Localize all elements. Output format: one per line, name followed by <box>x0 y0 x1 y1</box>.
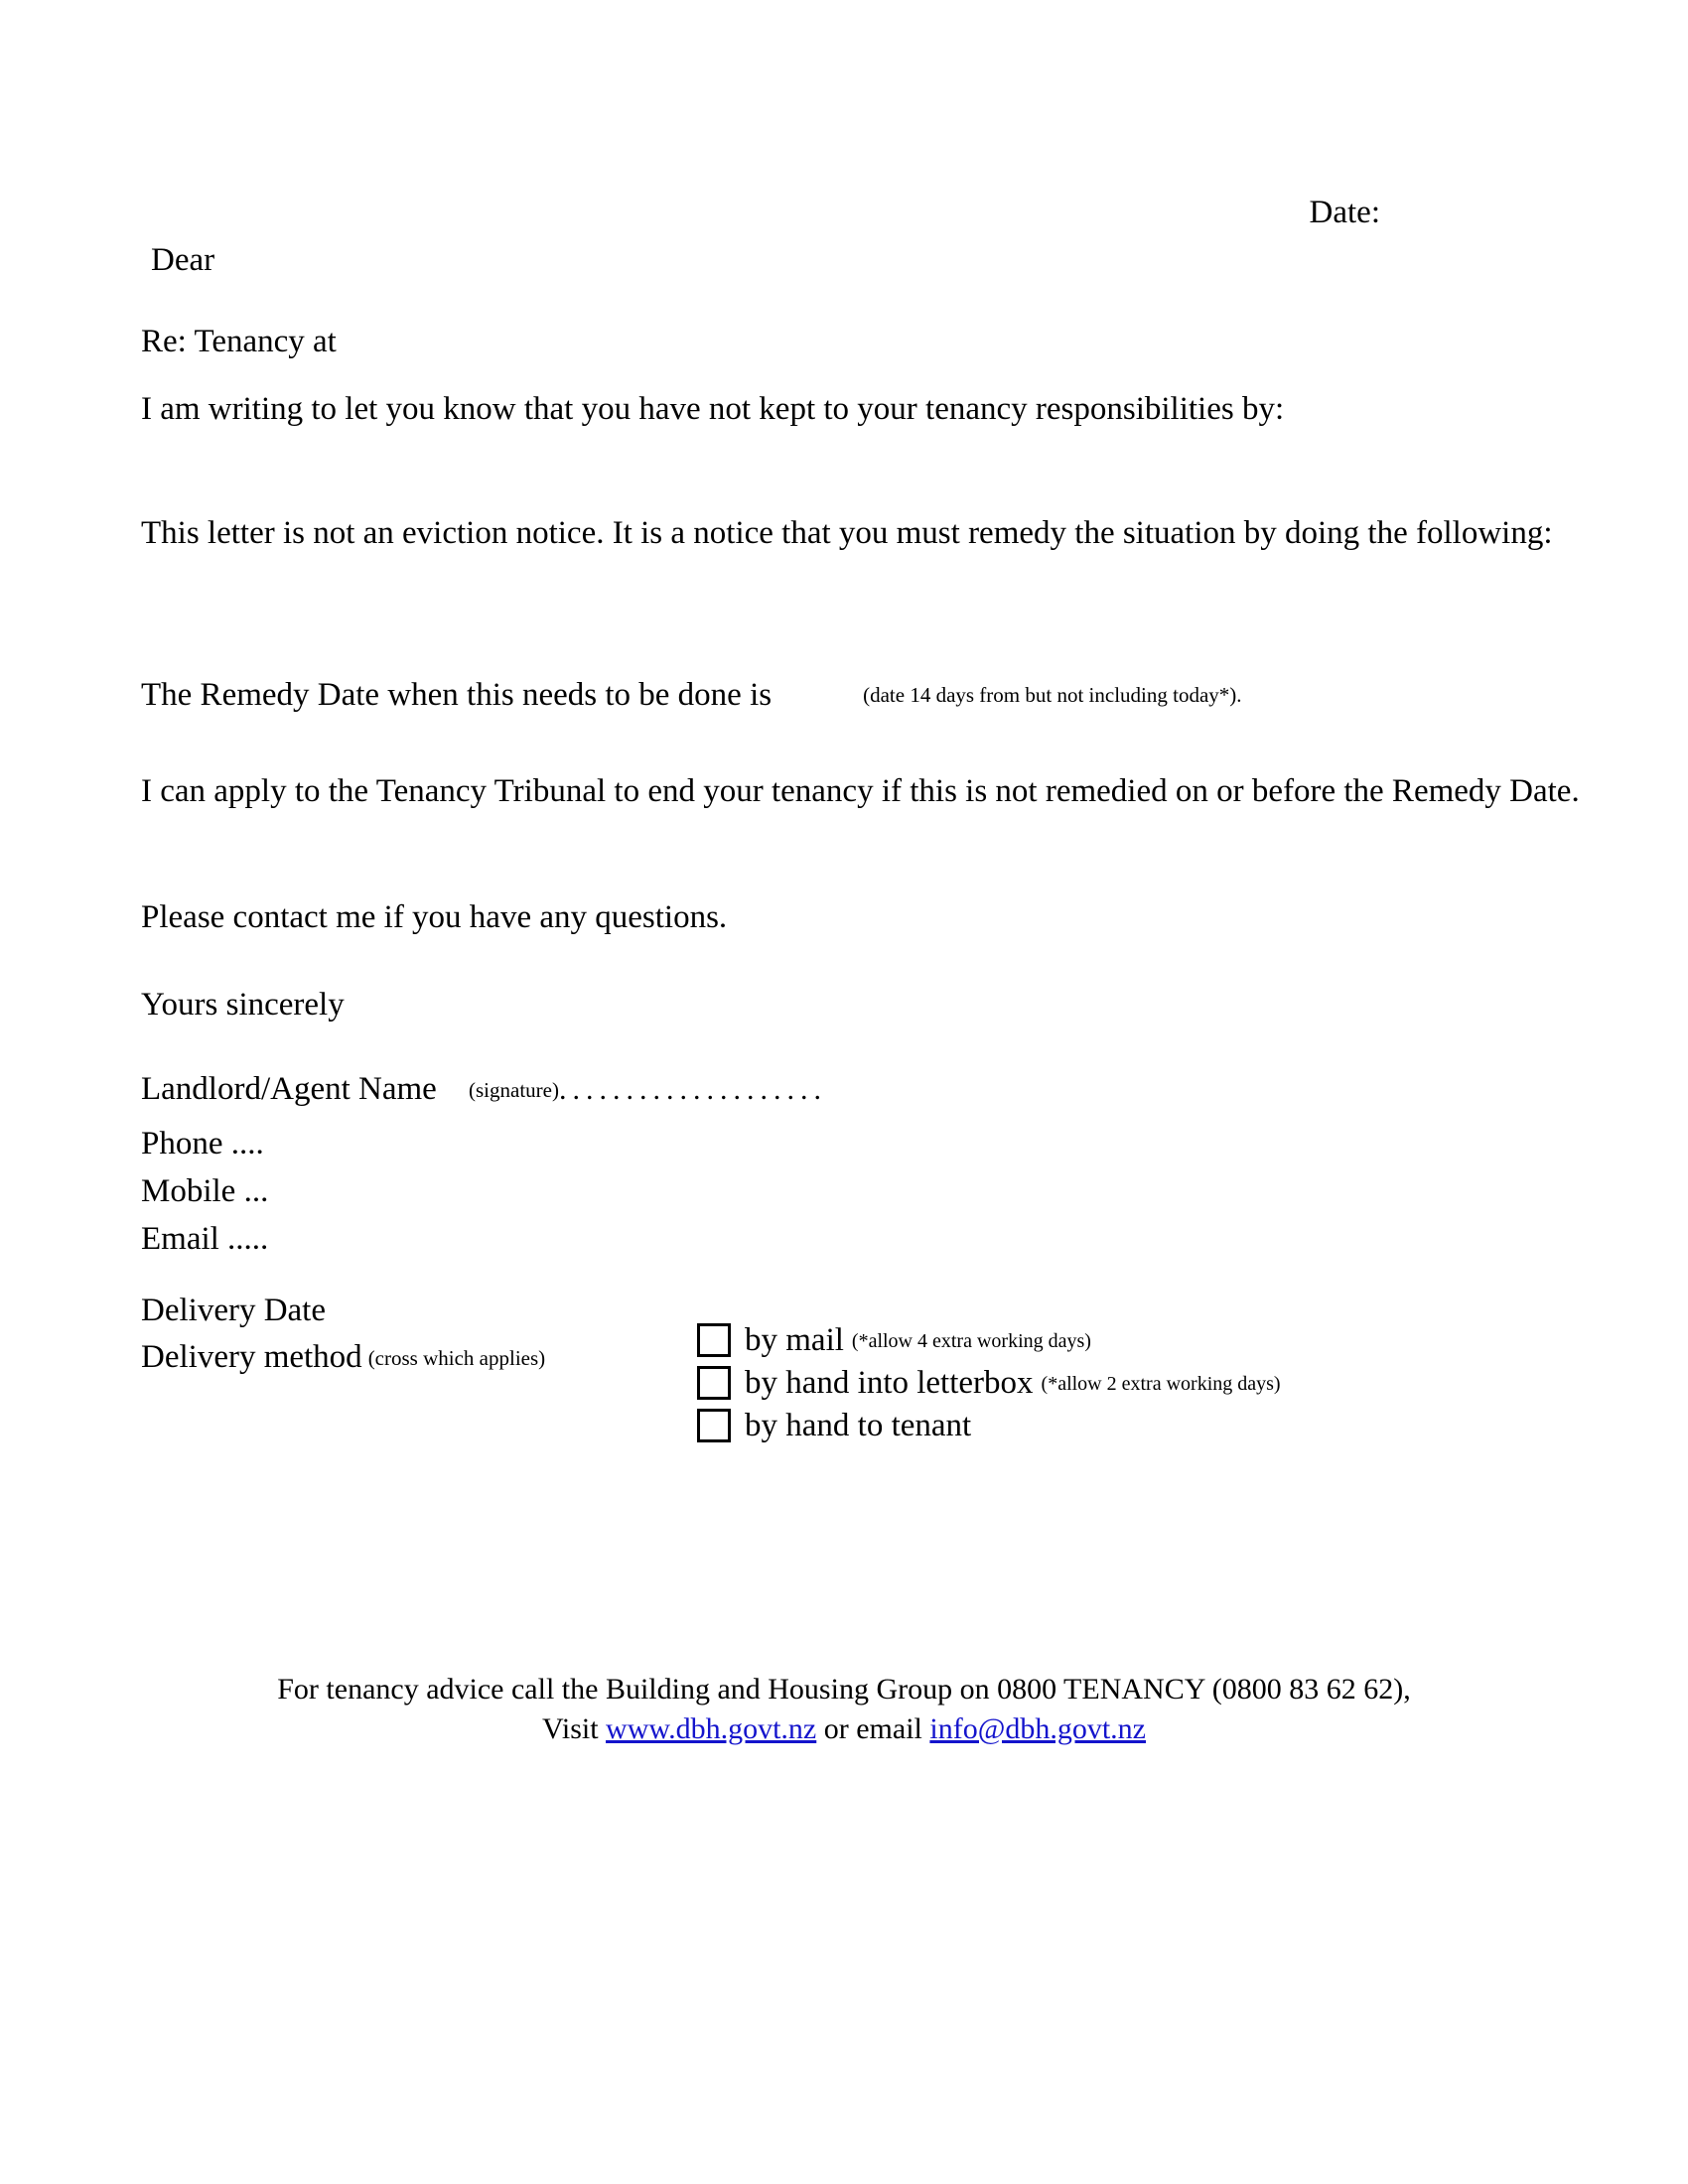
delivery-option-label: by hand into letterbox <box>745 1364 1034 1401</box>
delivery-options-list <box>697 1318 1281 1446</box>
phone-field: Phone .... <box>141 1126 264 1161</box>
signature-dotted-line[interactable]: .................... <box>558 1073 827 1106</box>
paragraph-questions: Please contact me if you have any questions. <box>141 899 728 935</box>
email-field: Email ..... <box>141 1221 269 1257</box>
website-link[interactable]: www.dbh.govt.nz <box>606 1712 817 1745</box>
delivery-option-label: by mail <box>745 1321 844 1358</box>
mobile-field: Mobile ... <box>141 1173 269 1209</box>
checkbox-by-hand-to-tenant[interactable] <box>697 1409 731 1442</box>
delivery-option-by-hand-to-tenant[interactable] <box>697 1404 1281 1446</box>
footer <box>149 1670 1539 1749</box>
footer-visit-prefix: Visit <box>542 1712 607 1745</box>
delivery-method-row <box>141 1335 545 1379</box>
footer-advice-line: For tenancy advice call the Building and Housing Group on 0800 TENANCY (0800 83 62 62), <box>277 1673 1411 1706</box>
delivery-option-note: (*allow 2 extra working days) <box>1041 1373 1281 1395</box>
landlord-agent-name-label: Landlord/Agent Name <box>141 1071 437 1107</box>
remedy-date-label: The Remedy Date when this needs to be done is <box>141 677 773 713</box>
paragraph-responsibilities: I am writing to let you know that you have not kept to your tenancy responsibilities by: <box>141 391 1285 427</box>
delivery-method-note: (cross which applies) <box>367 1346 546 1370</box>
closing-salutation: Yours sincerely <box>141 987 345 1023</box>
checkbox-by-mail[interactable] <box>697 1323 731 1357</box>
date-field-label: Date: <box>1309 195 1380 230</box>
checkbox-by-hand-into-letterbox[interactable] <box>697 1366 731 1400</box>
paragraph-tribunal: I can apply to the Tenancy Tribunal to end your tenancy if this is not remedied on or before the Remedy Date. <box>141 773 1580 809</box>
delivery-option-by-mail[interactable] <box>697 1318 1281 1361</box>
signature-note: (signature) <box>469 1078 559 1102</box>
salutation: Dear <box>151 242 215 278</box>
delivery-method-label: Delivery method <box>141 1339 362 1375</box>
footer-visit-middle: or email <box>816 1712 930 1745</box>
delivery-date-label: Delivery Date <box>141 1293 326 1328</box>
paragraph-not-eviction-notice: This letter is not an eviction notice. It is a notice that you must remedy the situation by doing the following: <box>141 515 1553 551</box>
remedy-date-row <box>141 673 1596 717</box>
footer-contact-line <box>149 1709 1539 1749</box>
signature-row <box>141 1067 1233 1111</box>
email-link[interactable]: info@dbh.govt.nz <box>929 1712 1146 1745</box>
delivery-option-by-hand-into-letterbox[interactable] <box>697 1361 1281 1404</box>
delivery-option-note: (*allow 4 extra working days) <box>851 1330 1091 1352</box>
delivery-option-label: by hand to tenant <box>745 1407 972 1443</box>
remedy-date-note: (date 14 days from but not including today*). <box>863 683 1242 707</box>
subject-line: Re: Tenancy at <box>141 324 337 359</box>
